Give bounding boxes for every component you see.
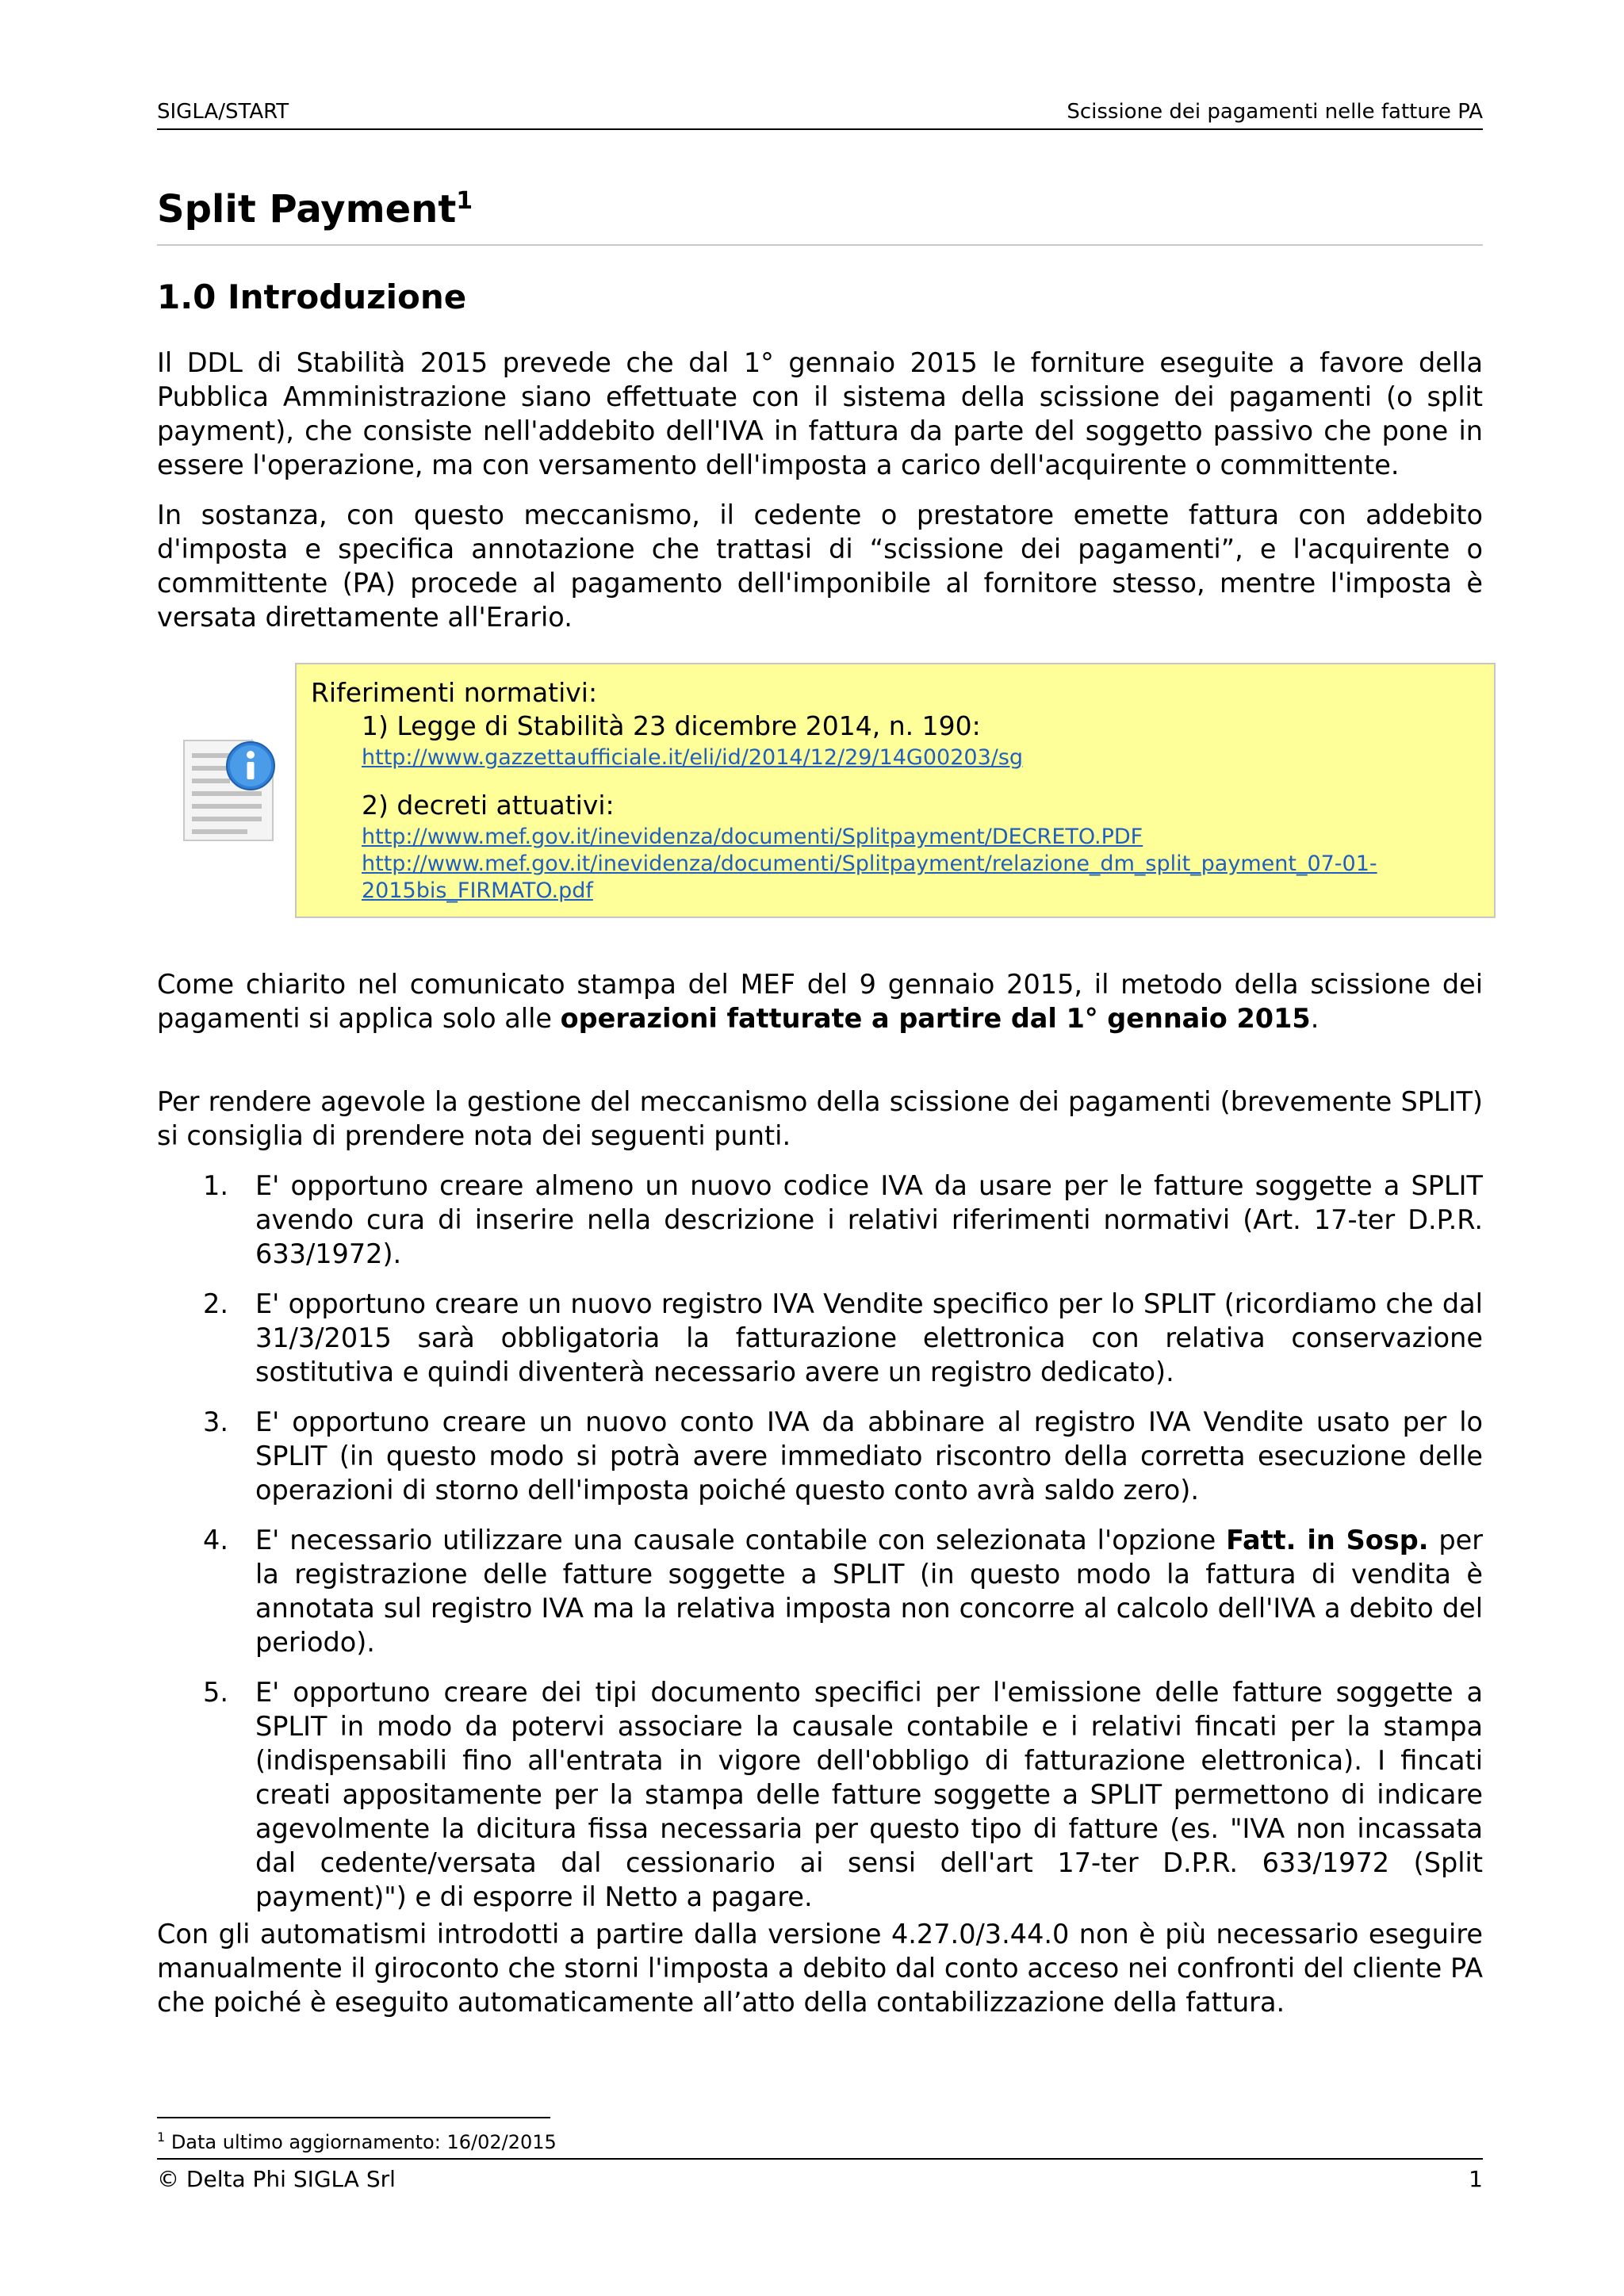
section-heading: 1.0 Introduzione: [157, 277, 467, 316]
footnote-separator: [157, 2117, 550, 2118]
reference-link-1[interactable]: http://www.gazzettaufficiale.it/eli/id/2014/12/29/14G00203/sg: [362, 745, 1024, 770]
reference-link-3-cont[interactable]: 2015bis_FIRMATO.pdf: [362, 878, 593, 903]
list-item-text: E' opportuno creare dei tipi documento specifici per l'emissione delle fatture soggette a SPLIT in modo da potervi associare la causale contabile e i relativi fincati per la stampa (indispensabili fino all'entrata in vigore dell'obbligo di fatturazione elettronica). I fincati creati appositamente per la stampa delle fatture soggette a SPLIT permettono di indicare agevolmente la dicitura fissa necessaria per questo tipo di fatture (es. "IVA non incassata dal cedente/versata dal cessionario ai sensi dell'art 17-ter D.P.R. 633/1972 (Split payment)") e di esporre il Netto a pagare.: [255, 1677, 1483, 1912]
advice-paragraph: Per rendere agevole la gestione del meccanismo della scissione dei pagamenti (brevemente SPLIT) si consiglia di prendere nota dei seguenti punti.: [157, 1086, 1483, 1151]
document-info-icon: [179, 736, 279, 845]
footnote-text: Data ultimo aggiornamento: 16/02/2015: [165, 2131, 557, 2153]
page-title-text: Split Payment: [157, 187, 457, 232]
list-item: [157, 1169, 1483, 1271]
intro-paragraph-2: In sostanza, con questo meccanismo, il cedente o prestatore emette fattura con addebito d'imposta e specifica annotazione che trattasi di “scissione dei pagamenti”, e l'acquirente o committente (PA) procede al pagamento dell'imponibile al fornitore stesso, mentre l'imposta è versata direttamente all'Erario.: [157, 499, 1483, 633]
page-number: 1: [1469, 2166, 1483, 2192]
footnote: [157, 2130, 557, 2153]
footnote-ref[interactable]: 1: [456, 187, 473, 215]
reference-link-3[interactable]: http://www.mef.gov.it/inevidenza/documenti/Splitpayment/relazione_dm_split_payment_07-01-: [362, 851, 1377, 876]
header-right: Scissione dei pagamenti nelle fatture PA: [1067, 100, 1483, 124]
list-item: [157, 1523, 1483, 1659]
references-heading: Riferimenti normativi:: [311, 677, 598, 708]
mef-text-end: .: [1310, 1003, 1320, 1034]
header-left: SIGLA/START: [157, 100, 289, 124]
list-item-bold: Fatt. in Sosp.: [1226, 1525, 1429, 1556]
closing-paragraph: Con gli automatismi introdotti a partire dalla versione 4.27.0/3.44.0 non è più necessario eseguire manualmente il giroconto che storni l'imposta a debito dal conto acceso nei confronti del cliente PA che poiché è eseguito automaticamente all’atto della contabilizzazione della fattura.: [157, 1919, 1483, 2018]
list-item-text: E' opportuno creare un nuovo conto IVA da abbinare al registro IVA Vendite usato per lo SPLIT (in questo modo si potrà avere immediato riscontro della corretta esecuzione delle operazioni di storno dell'imposta poiché questo conto avrà saldo zero).: [255, 1406, 1483, 1506]
references-box: [295, 663, 1496, 918]
page-title: [157, 187, 1483, 246]
list-item-number: 3.: [203, 1406, 228, 1437]
list-item-text-end: per la registrazione delle fatture soggette a SPLIT (in questo modo la fattura di vendita è annotata sul registro IVA ma la relativa imposta non concorre al calcolo dell'IVA a debito del periodo).: [255, 1525, 1484, 1658]
mef-bold-text: operazioni fatturate a partire dal 1° gennaio 2015: [560, 1003, 1311, 1034]
list-item-text: E' necessario utilizzare una causale contabile con selezionata l'opzione: [255, 1525, 1227, 1556]
page-footer: [157, 2158, 1483, 2198]
list-item-text: E' opportuno creare un nuovo registro IVA Vendite specifico per lo SPLIT (ricordiamo che dal 31/3/2015 sarà obbligatoria la fatturazione elettronica con relativa conservazione sostitutiva e quindi diventerà necessario avere un registro dedicato).: [255, 1288, 1483, 1387]
points-list: [157, 1169, 1483, 1930]
mef-text: Come chiarito nel comunicato stampa del MEF del 9 gennaio 2015, il metodo della scissione dei pagamenti si applica solo alle: [157, 969, 1483, 1034]
list-item-number: 1.: [203, 1170, 228, 1201]
mef-paragraph: [157, 967, 1483, 1035]
list-item-number: 4.: [203, 1525, 228, 1556]
reference-item-2: 2) decreti attuativi:: [362, 790, 615, 821]
list-item-number: 5.: [203, 1677, 228, 1708]
list-item: [157, 1405, 1483, 1507]
list-item: [157, 1287, 1483, 1389]
list-item-number: 2.: [203, 1288, 228, 1319]
page-header: [157, 98, 1483, 130]
footnote-mark: 1: [157, 2130, 166, 2145]
list-item-text: E' opportuno creare almeno un nuovo codice IVA da usare per le fatture soggette a SPLIT avendo cura di inserire nella descrizione i relativi riferimenti normativi (Art. 17-ter D.P.R. 633/1972).: [255, 1170, 1483, 1269]
reference-item-1: 1) Legge di Stabilità 23 dicembre 2014, n. 190:: [362, 710, 981, 741]
list-item: [157, 1675, 1483, 1914]
footer-copyright: © Delta Phi SIGLA Srl: [157, 2166, 396, 2192]
intro-paragraph-1: Il DDL di Stabilità 2015 prevede che dal 1° gennaio 2015 le forniture eseguite a favore della Pubblica Amministrazione siano effettuate con il sistema della scissione dei pagamenti (o split payment), che consiste nell'addebito dell'IVA in fattura da parte del soggetto passivo che pone in essere l'operazione, ma con versamento dell'imposta a carico dell'acquirente o committente.: [157, 347, 1483, 480]
reference-link-2[interactable]: http://www.mef.gov.it/inevidenza/documenti/Splitpayment/DECRETO.PDF: [362, 825, 1143, 849]
